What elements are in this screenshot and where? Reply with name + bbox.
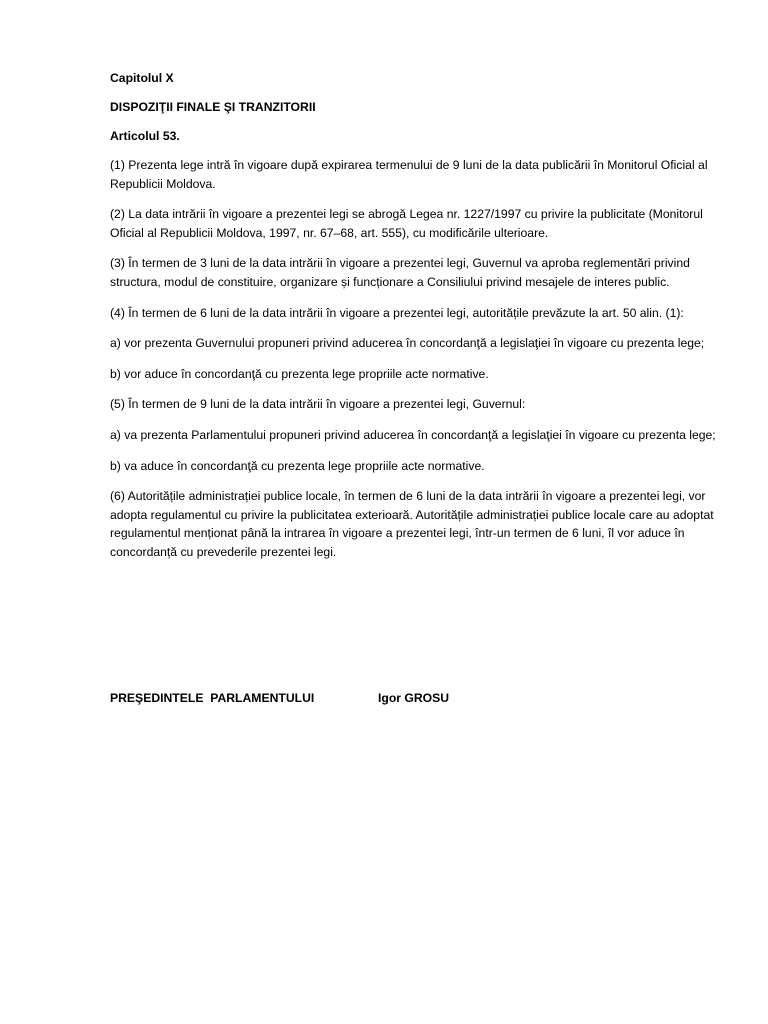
paragraph-2: (2) La data intrării în vigoare a prezentei legi se abrogă Legea nr. 1227/1997 cu privire la publicitate (Monitorul Oficial al Republicii Moldova, 1997, nr. 67–68, art. 555), cu modificările ulterioare. (110, 207, 703, 240)
paragraph-4: (4) În termen de 6 luni de la data intrării în vigoare a prezentei legi, autoritățile prevăzute la art. 50 alin. (1): (110, 305, 684, 320)
signatory-name: Igor GROSU (378, 691, 450, 705)
paragraph-4b: b) vor aduce în concordanţă cu prezenta lege propriile acte normative. (110, 366, 489, 381)
article-heading: Articolul 53. (110, 129, 180, 143)
paragraph-6: (6) Autoritățile administrației publice locale, în termen de 6 luni de la data intrării în vigoare a prezentei legi, vor adopta regulamentul cu privire la publicitatea exterioară. Autoritățile administrației publice locale care au adoptat regulamentul menționat până la intrarea în vigoare a prezentei legi, într-un termen de 6 luni, îl vor aduce în concordanță cu prevederile prezentei legi. (110, 489, 714, 559)
paragraph-5a: a) va prezenta Parlamentului propuneri privind aducerea în concordanţă a legislaţiei în vigoare cu prezenta lege; (110, 427, 716, 442)
document-body (110, 69, 716, 574)
paragraph-3: (3) În termen de 3 luni de la data intrării în vigoare a prezentei legi, Guvernul va aproba reglementări privind structura, modul de constituire, organizare și funcționare a Consiliului privind mesajele de interes public. (110, 256, 690, 289)
signatory-role: PREŞEDINTELE PARLAMENTULUI (110, 691, 315, 705)
chapter-heading: Capitolul X (110, 71, 174, 85)
section-title: DISPOZIŢII FINALE ŞI TRANZITORII (110, 100, 316, 114)
paragraph-1: (1) Prezenta lege intră în vigoare după expirarea termenului de 9 luni de la data publicării în Monitorul Oficial al Republicii Moldova. (110, 158, 708, 191)
paragraph-4a: a) vor prezenta Guvernului propuneri privind aducerea în concordanţă a legislaţiei în vigoare cu prezenta lege; (110, 336, 705, 351)
paragraph-5: (5) În termen de 9 luni de la data intrării în vigoare a prezentei legi, Guvernul: (110, 397, 526, 412)
paragraph-5b: b) va aduce în concordanţă cu prezenta lege propriile acte normative. (110, 458, 485, 473)
